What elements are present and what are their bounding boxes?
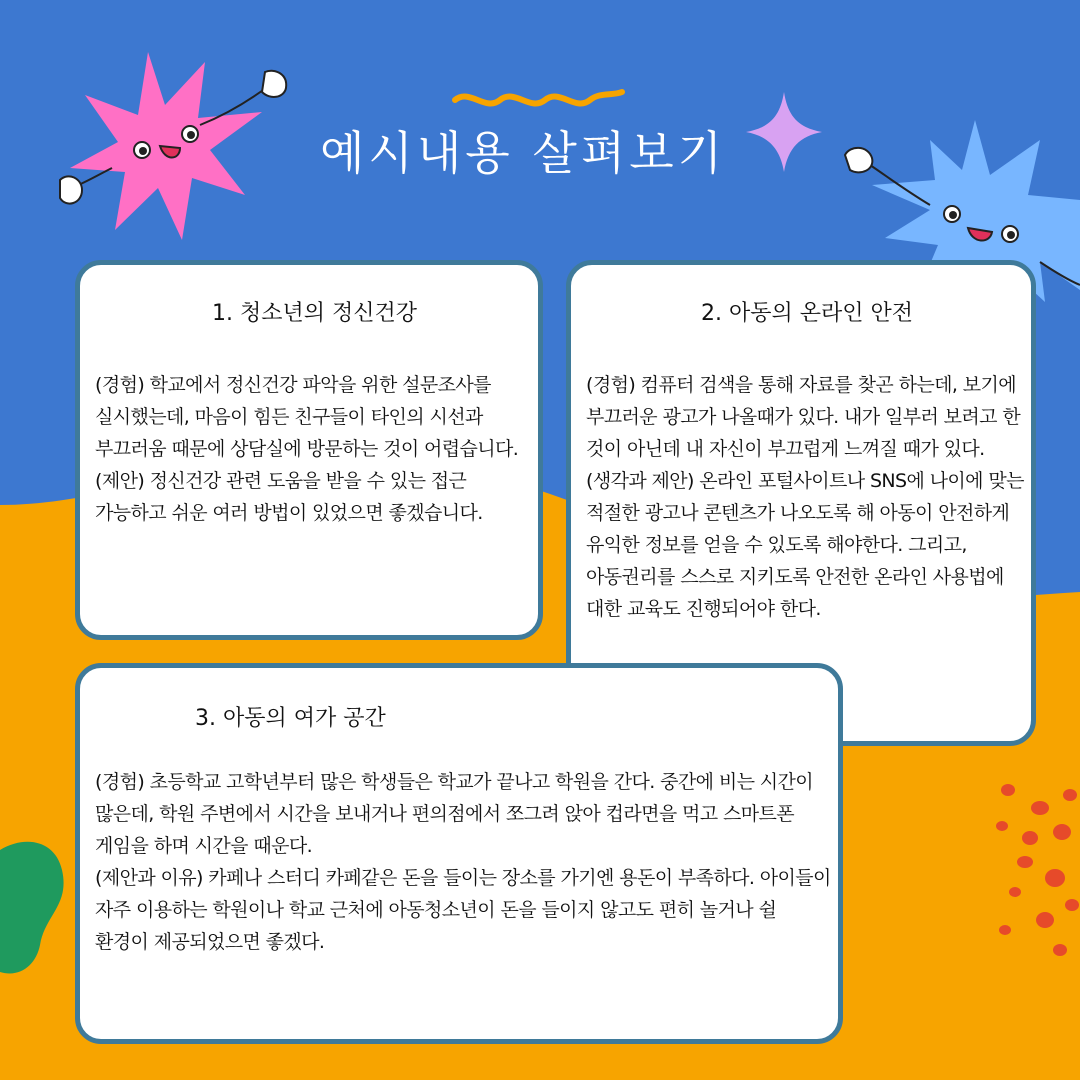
card-paragraph-suggestion: (제안) 정신건강 관련 도움을 받을 수 있는 접근 가능하고 쉬운 여러 방법이 있었으면 좋겠습니다. — [95, 470, 483, 524]
card-paragraph-experience: (경험) 초등학교 고학년부터 많은 학생들은 학교가 끝나고 학원을 간다. 중간에 비는 시간이 많은데, 학원 주변에서 시간을 보내거나 편의점에서 쪼그려 앉아 컵라면을 먹고 스마트폰 게임을 하며 시간을 때운다. — [95, 771, 814, 857]
card-leisure-space — [75, 663, 843, 1044]
card-title: 2. 아동의 온라인 안전 — [701, 301, 913, 326]
card-paragraph-experience: (경험) 학교에서 정신건강 파악을 위한 설문조사를 실시했는데, 마음이 힘든 친구들이 타인의 시선과 부끄러움 때문에 상담실에 방문하는 것이 어렵습니다. — [95, 374, 519, 460]
page-title: 예시내용 살펴보기 — [320, 126, 727, 180]
card-mental-health — [75, 260, 543, 640]
card-body — [586, 369, 1024, 625]
card-title: 3. 아동의 여가 공간 — [195, 706, 386, 731]
card-body — [95, 766, 831, 958]
card-body — [95, 369, 531, 529]
card-paragraph-experience: (경험) 컴퓨터 검색을 통해 자료를 찾곤 하는데, 보기에 부끄러운 광고가 나올때가 있다. 내가 일부러 보려고 한 것이 아닌데 내 자신이 부끄럽게 느껴질 때가 있다. — [586, 374, 1021, 460]
card-paragraph-suggestion: (생각과 제안) 온라인 포털사이트나 SNS에 나이에 맞는 적절한 광고나 콘텐츠가 나오도록 해 아동이 안전하게 유익한 정보를 얻을 수 있도록 해야한다. 그리고, 아동권리를 스스로 지키도록 안전한 온라인 사용법에 대한 교육도 진행되어야 한다. — [586, 470, 1024, 620]
card-paragraph-suggestion: (제안과 이유) 카페나 스터디 카페같은 돈을 들이는 장소를 가기엔 용돈이 부족하다. 아이들이 자주 이용하는 학원이나 학교 근처에 아동청소년이 돈을 들이지 않고도 편히 놀거나 쉴 환경이 제공되었으면 좋겠다. — [95, 867, 831, 953]
card-title: 1. 청소년의 정신건강 — [212, 301, 417, 326]
